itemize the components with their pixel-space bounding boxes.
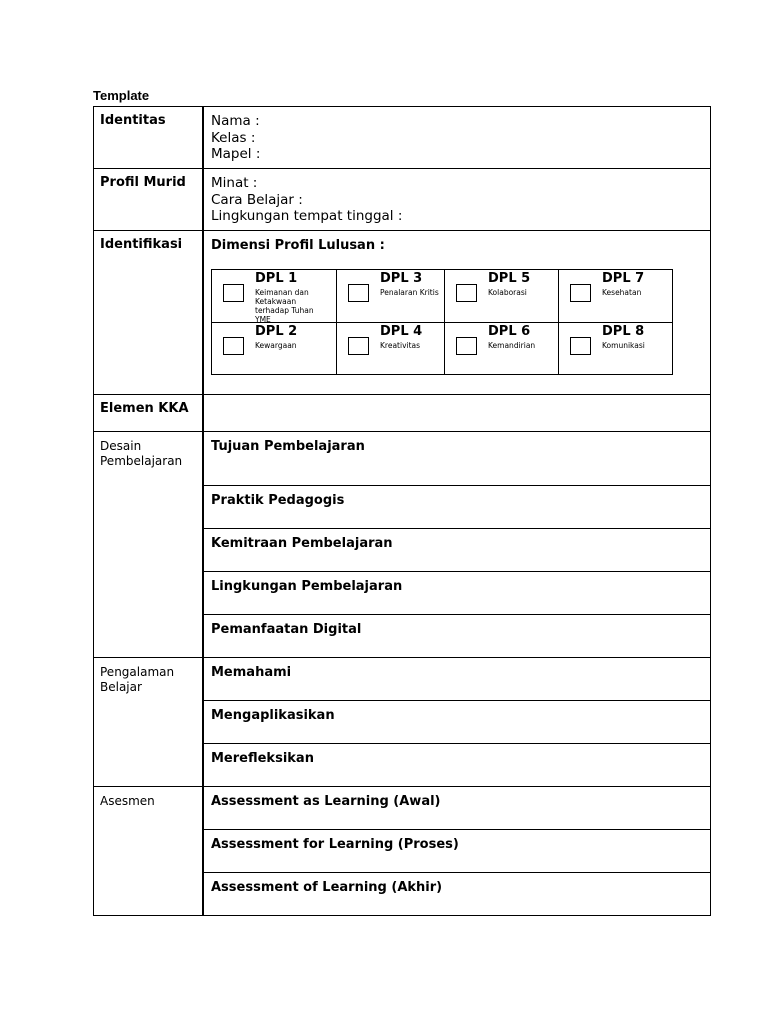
dpl-6-checkbox[interactable] [456,337,477,355]
identifikasi-label-cell [94,231,204,395]
dpl-4-name: DPL 4 [380,324,423,339]
dpl-5-name: DPL 5 [488,271,531,286]
field-mapel: Mapel : [211,146,261,162]
desain-label-cell [94,432,204,658]
pengalaman-label: Pengalaman Belajar [100,665,175,694]
dpl-3-cell [337,270,445,323]
pengalaman-row-1 [94,658,711,701]
assessment-as-learning-label: Assessment as Learning (Awal) [211,794,441,809]
dpl-6-name: DPL 6 [488,324,531,339]
tujuan-pembelajaran-label: Tujuan Pembelajaran [211,439,365,454]
dpl-row-2 [212,323,673,375]
dpl-4-checkbox[interactable] [348,337,369,355]
dpl-8-checkbox[interactable] [570,337,591,355]
dpl-2-checkbox[interactable] [223,337,244,355]
template-caption: Template [93,88,150,103]
dpl-6-desc: Kemandirian [488,341,536,350]
identitas-fields-cell[interactable] [203,107,711,169]
field-lingkungan: Lingkungan tempat tinggal : [211,208,403,224]
desain-row-1 [94,432,711,486]
profil-murid-fields [204,169,710,225]
dpl-2-name: DPL 2 [255,324,298,339]
assessment-for-learning-label: Assessment for Learning (Proses) [211,837,459,852]
dpl-5-desc: Kolaborasi [488,288,527,297]
dpl-2-cell [212,323,337,375]
profil-murid-row [94,169,711,231]
dpl-row-1 [212,270,673,323]
asesmen-item-cell[interactable] [203,787,711,830]
asesmen-row-1 [94,787,711,830]
identitas-label-cell [94,107,204,169]
pengalaman-label-cell [94,658,204,787]
identitas-fields [204,107,710,163]
pemanfaatan-digital-label: Pemanfaatan Digital [211,622,362,637]
pengalaman-item-cell[interactable] [203,701,711,744]
field-nama: Nama : [211,113,260,129]
lesson-plan-table [93,106,711,916]
elemen-kka-row [94,395,711,432]
identifikasi-content-cell [203,231,711,395]
dpl-1-checkbox[interactable] [223,284,244,302]
dpl-8-desc: Komunikasi [602,341,645,350]
pengalaman-item-cell[interactable] [203,658,711,701]
dpl-7-checkbox[interactable] [570,284,591,302]
merefleksikan-label: Merefleksikan [211,751,314,766]
identitas-row [94,107,711,169]
asesmen-label: Asesmen [100,794,155,808]
profil-murid-fields-cell[interactable] [203,169,711,231]
field-cara-belajar: Cara Belajar : [211,191,303,208]
elemen-kka-label-cell [94,395,204,432]
praktik-pedagogis-label: Praktik Pedagogis [211,493,345,508]
dpl-5-cell [445,270,559,323]
dpl-grid [211,269,673,375]
field-kelas: Kelas : [211,129,256,146]
dimensi-profil-title: Dimensi Profil Lulusan : [211,238,385,253]
elemen-kka-value-cell[interactable] [203,395,711,432]
dpl-1-name: DPL 1 [255,271,298,286]
memahami-label: Memahami [211,665,292,680]
dpl-6-cell [445,323,559,375]
dpl-7-cell [559,270,673,323]
dpl-1-cell [212,270,337,323]
field-minat: Minat : [211,175,258,191]
desain-label: Desain Pembelajaran [100,439,183,468]
desain-item-cell[interactable] [203,572,711,615]
mengaplikasikan-label: Mengaplikasikan [211,708,335,723]
identifikasi-label: Identifikasi [100,237,183,252]
dpl-3-checkbox[interactable] [348,284,369,302]
assessment-of-learning-label: Assessment of Learning (Akhir) [211,880,443,895]
identifikasi-row [94,231,711,395]
dpl-7-desc: Kesehatan [602,288,642,297]
dpl-4-cell [337,323,445,375]
pengalaman-item-cell[interactable] [203,744,711,787]
dpl-4-desc: Kreativitas [380,341,421,350]
desain-item-cell[interactable] [203,529,711,572]
dpl-8-name: DPL 8 [602,324,645,339]
dpl-7-name: DPL 7 [602,271,645,286]
dpl-5-checkbox[interactable] [456,284,477,302]
dpl-2-desc: Kewargaan [255,341,297,350]
profil-murid-label-cell [94,169,204,231]
desain-item-cell[interactable] [203,432,711,486]
dpl-8-cell [559,323,673,375]
elemen-kka-label: Elemen KKA [100,401,189,416]
desain-item-cell[interactable] [203,486,711,529]
kemitraan-pembelajaran-label: Kemitraan Pembelajaran [211,536,393,551]
dpl-3-name: DPL 3 [380,271,423,286]
identitas-label: Identitas [100,113,166,128]
desain-item-cell[interactable] [203,615,711,658]
asesmen-item-cell[interactable] [203,830,711,873]
asesmen-item-cell[interactable] [203,873,711,916]
dpl-3-desc: Penalaran Kritis [380,288,439,297]
dpl-1-desc: Keimanan dan Ketakwaan terhadap Tuhan YME [255,288,314,324]
lingkungan-pembelajaran-label: Lingkungan Pembelajaran [211,579,403,594]
profil-murid-label: Profil Murid [100,175,186,190]
asesmen-label-cell [94,787,204,916]
